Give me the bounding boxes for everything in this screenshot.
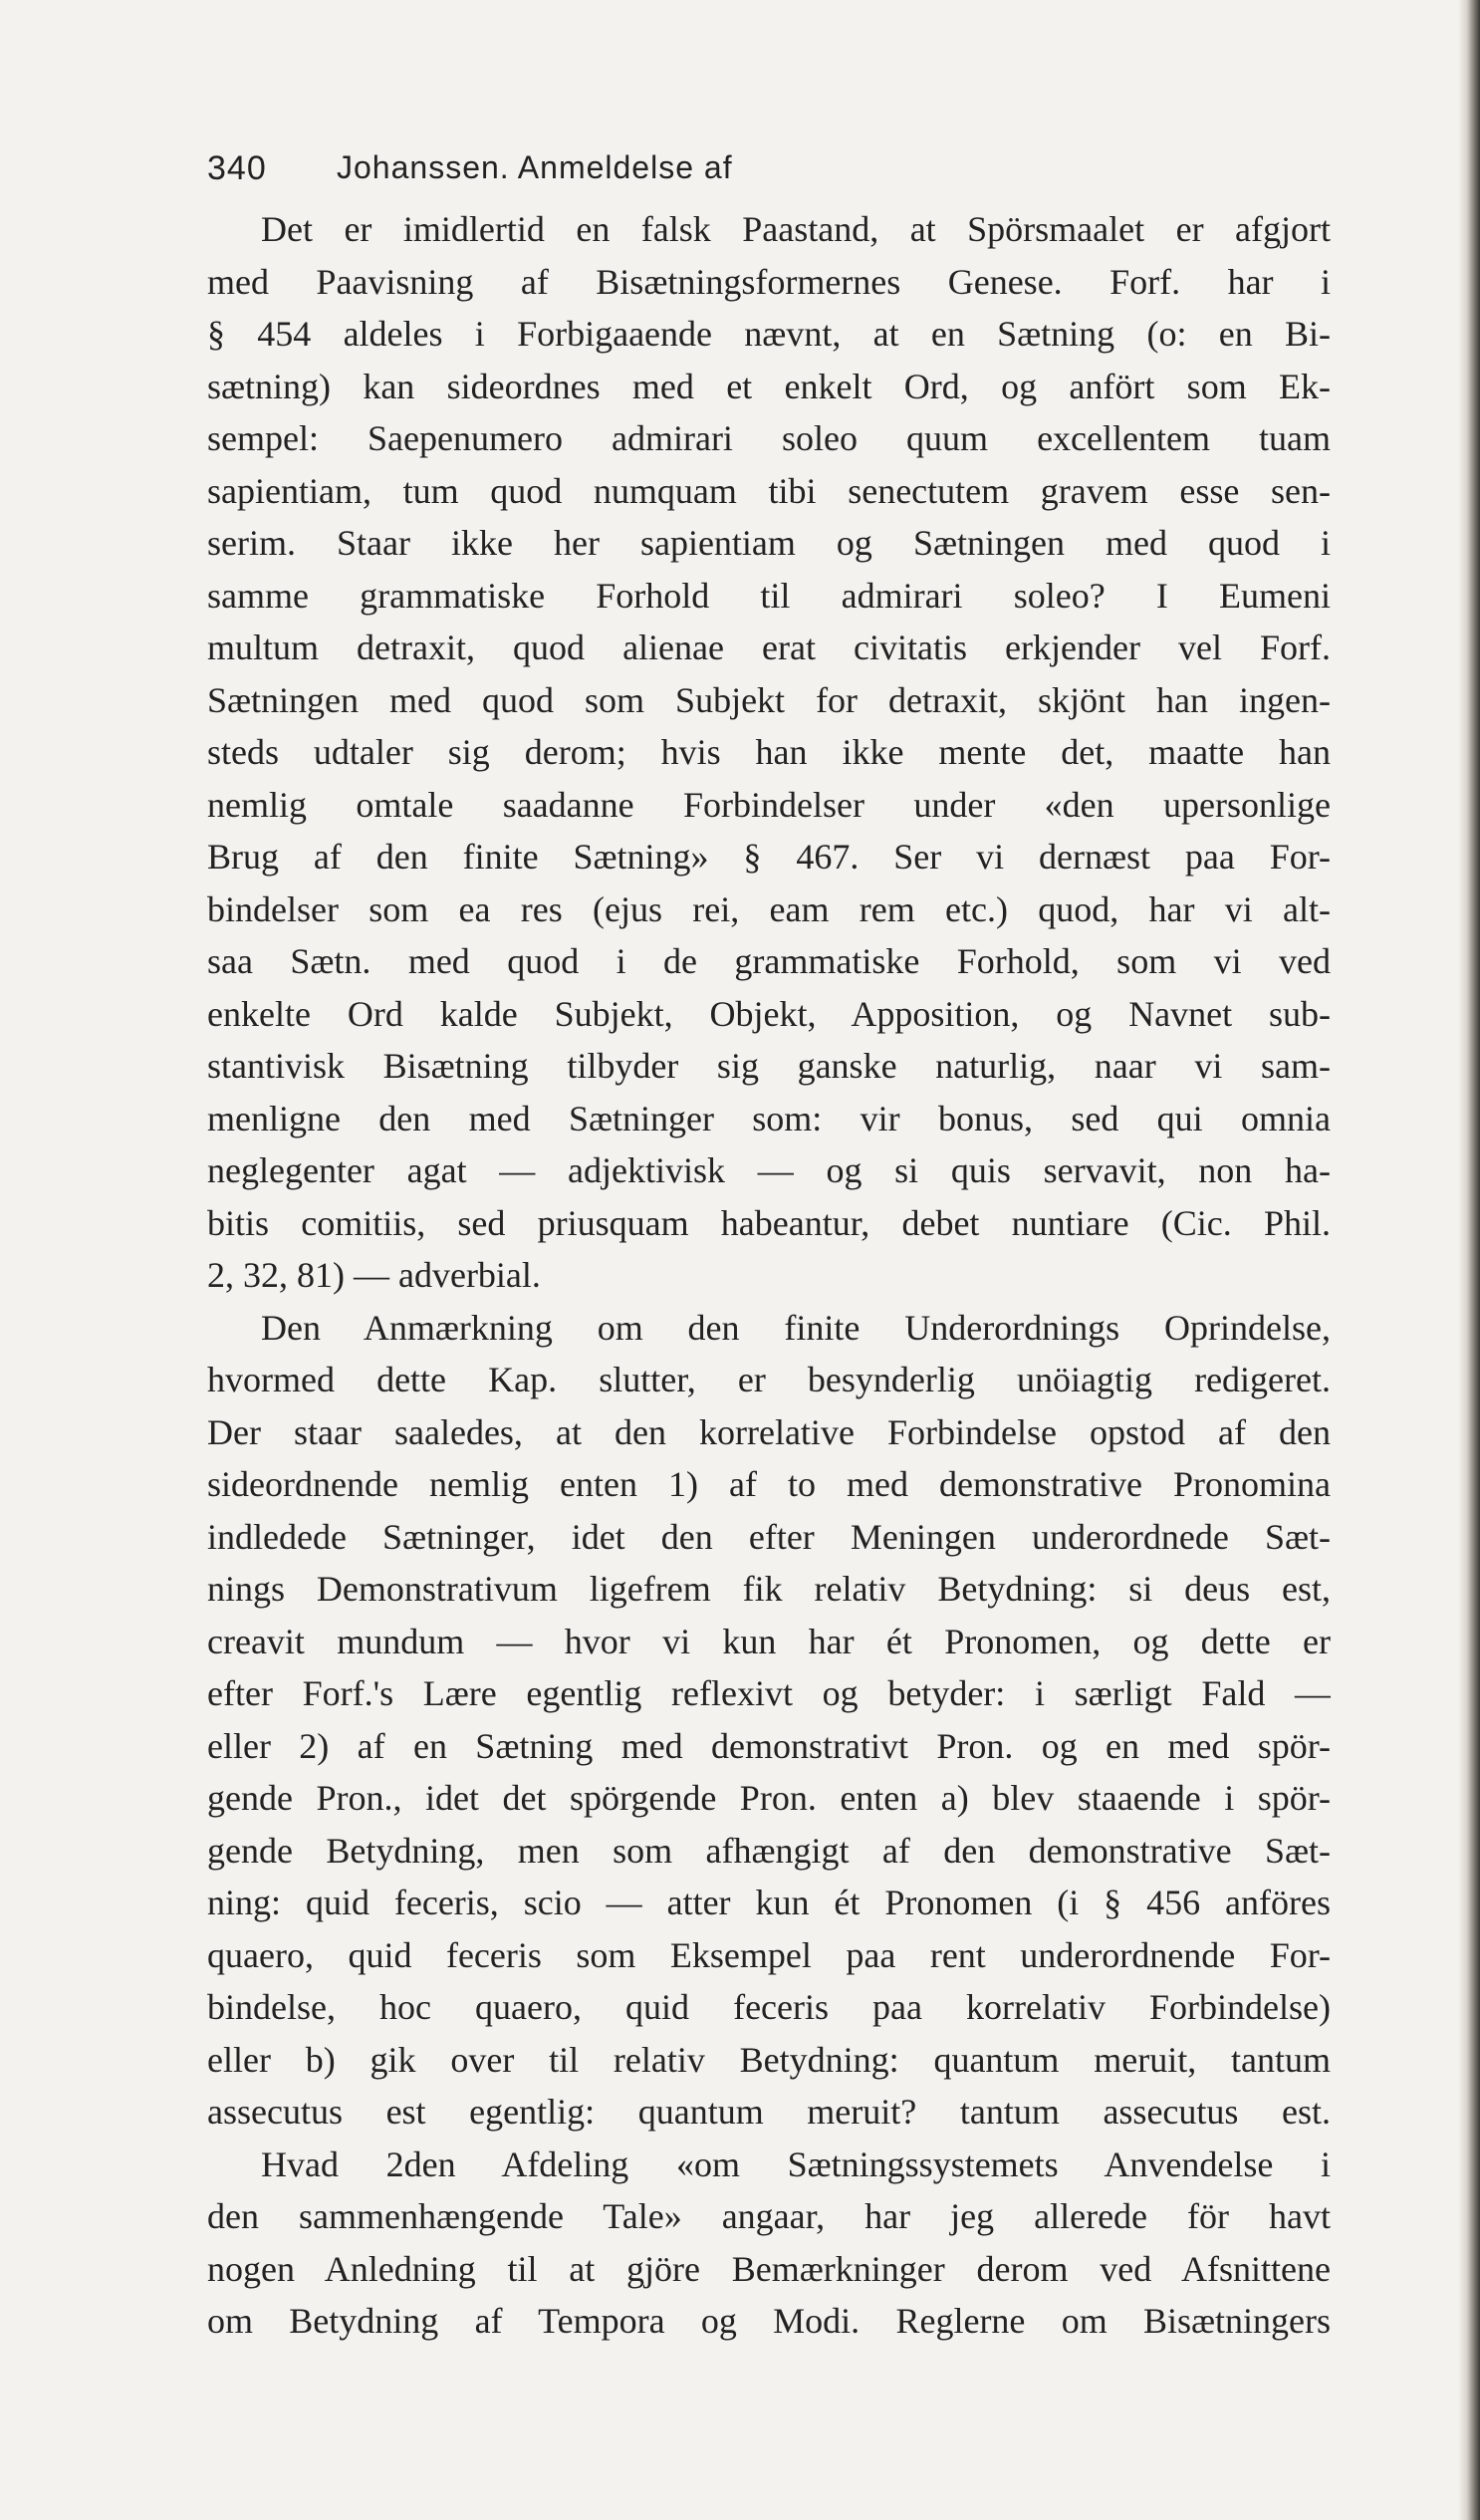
text-line: ning: quid feceris, scio — atter kun ét Pronomen (i § 456 anföres [207,1883,1331,1922]
text-line: creavit mundum — hvor vi kun har ét Pronomen, og dette er [207,1621,1331,1661]
text-line: bitis comitiis, sed priusquam habeantur, debet nuntiare (Cic. Phil. [207,1202,1331,1243]
text-line: med Paavisning af Bisætningsformernes Genese. Forf. har i [207,261,1331,302]
text-line: samme grammatiske Forhold til admirari soleo? I Eumeni [207,575,1331,616]
text-line: multum detraxit, quod alienae erat civitatis erkjender vel Forf. [207,628,1331,667]
text-line: sempel: Saepenumero admirari soleo quum excellentem tuam [207,418,1331,458]
text-line: bindelser som ea res (ejus rei, eam rem etc.) quod, har vi alt- [207,888,1331,929]
text-line: den sammenhængende Tale» angaar, har jeg allerede för havt [207,2196,1331,2236]
text-line: sapientiam, tum quod numquam tibi senectutem gravem esse sen- [207,470,1331,511]
text-line: Hvad 2den Afdeling «om Sætningssystemets Anvendelse i [261,2143,1331,2184]
text-line: stantivisk Bisætning tilbyder sig ganske naturlig, naar vi sam- [207,1046,1331,1086]
text-line: nogen Anledning til at gjöre Bemærkninger derom ved Afsnittene [207,2248,1331,2289]
text-line: indledede Sætninger, idet den efter Meningen underordnede Sæt- [207,1516,1331,1557]
text-line: sætning) kan sideordnes med et enkelt Ord, og anfört som Ek- [207,366,1331,406]
text-line: Brug af den finite Sætning» § 467. Ser vi dernæst paa For- [207,837,1331,877]
text-line: eller 2) af en Sætning med demonstrativt Pron. og en med spör- [207,1725,1331,1766]
text-line: serim. Staar ikke her sapientiam og Sætningen med quod i [207,523,1331,563]
text-line: assecutus est egentlig: quantum meruit? tantum assecutus est. [207,2092,1331,2132]
text-line: om Betydning af Tempora og Modi. Reglerne om Bisætningers [207,2301,1331,2341]
text-line: enkelte Ord kalde Subjekt, Objekt, Apposition, og Navnet sub- [207,993,1331,1034]
running-head: Johanssen. Anmeldelse af [337,149,733,185]
text-line: Der staar saaledes, at den korrelative Forbindelse opstod af den [207,1411,1331,1452]
text-line: efter Forf.'s Lære egentlig reflexivt og betyder: i særligt Fald — [207,1673,1331,1713]
text-line: neglegenter agat — adjektivisk — og si quis servavit, non ha- [207,1150,1331,1190]
text-line: saa Sætn. med quod i de grammatiske Forhold, som vi ved [207,941,1331,981]
text-line: menligne den med Sætninger som: vir bonus, sed qui omnia [207,1098,1331,1138]
text-line: gende Pron., idet det spörgende Pron. enten a) blev staaende i spör- [207,1778,1331,1818]
text-line: quaero, quid feceris som Eksempel paa rent underordnende For- [207,1934,1331,1975]
text-line: Sætningen med quod som Subjekt for detraxit, skjönt han ingen- [207,679,1331,720]
body-text [207,203,1331,2348]
text-line: § 454 aldeles i Forbigaaende nævnt, at en Sætning (o: en Bi- [207,314,1331,354]
text-line: nemlig omtale saadanne Forbindelser under «den upersonlige [207,784,1331,825]
text-line: Det er imidlertid en falsk Paastand, at Spörsmaalet er afgjort [261,209,1331,249]
page-number: 340 [207,149,267,187]
text-line: bindelse, hoc quaero, quid feceris paa korrelativ Forbindelse) [207,1987,1331,2027]
text-line: sideordnende nemlig enten 1) af to med demonstrative Pronomina [207,1464,1331,1504]
page-edge-shadow [1458,0,1480,2520]
text-line: nings Demonstrativum ligefrem fik relativ Betydning: si deus est, [207,1569,1331,1609]
text-line: hvormed dette Kap. slutter, er besynderlig unöiagtig redigeret. [207,1360,1331,1399]
text-line: steds udtaler sig derom; hvis han ikke mente det, maatte han [207,732,1331,772]
text-line: 2, 32, 81) — adverbial. [207,1255,541,1295]
text-line: eller b) gik over til relativ Betydning: quantum meruit, tantum [207,2039,1331,2080]
text-line: gende Betydning, men som afhængigt af den demonstrative Sæt- [207,1830,1331,1871]
page-header [207,149,1333,199]
text-line: Den Anmærkning om den finite Underordnings Oprindelse, [261,1307,1331,1348]
